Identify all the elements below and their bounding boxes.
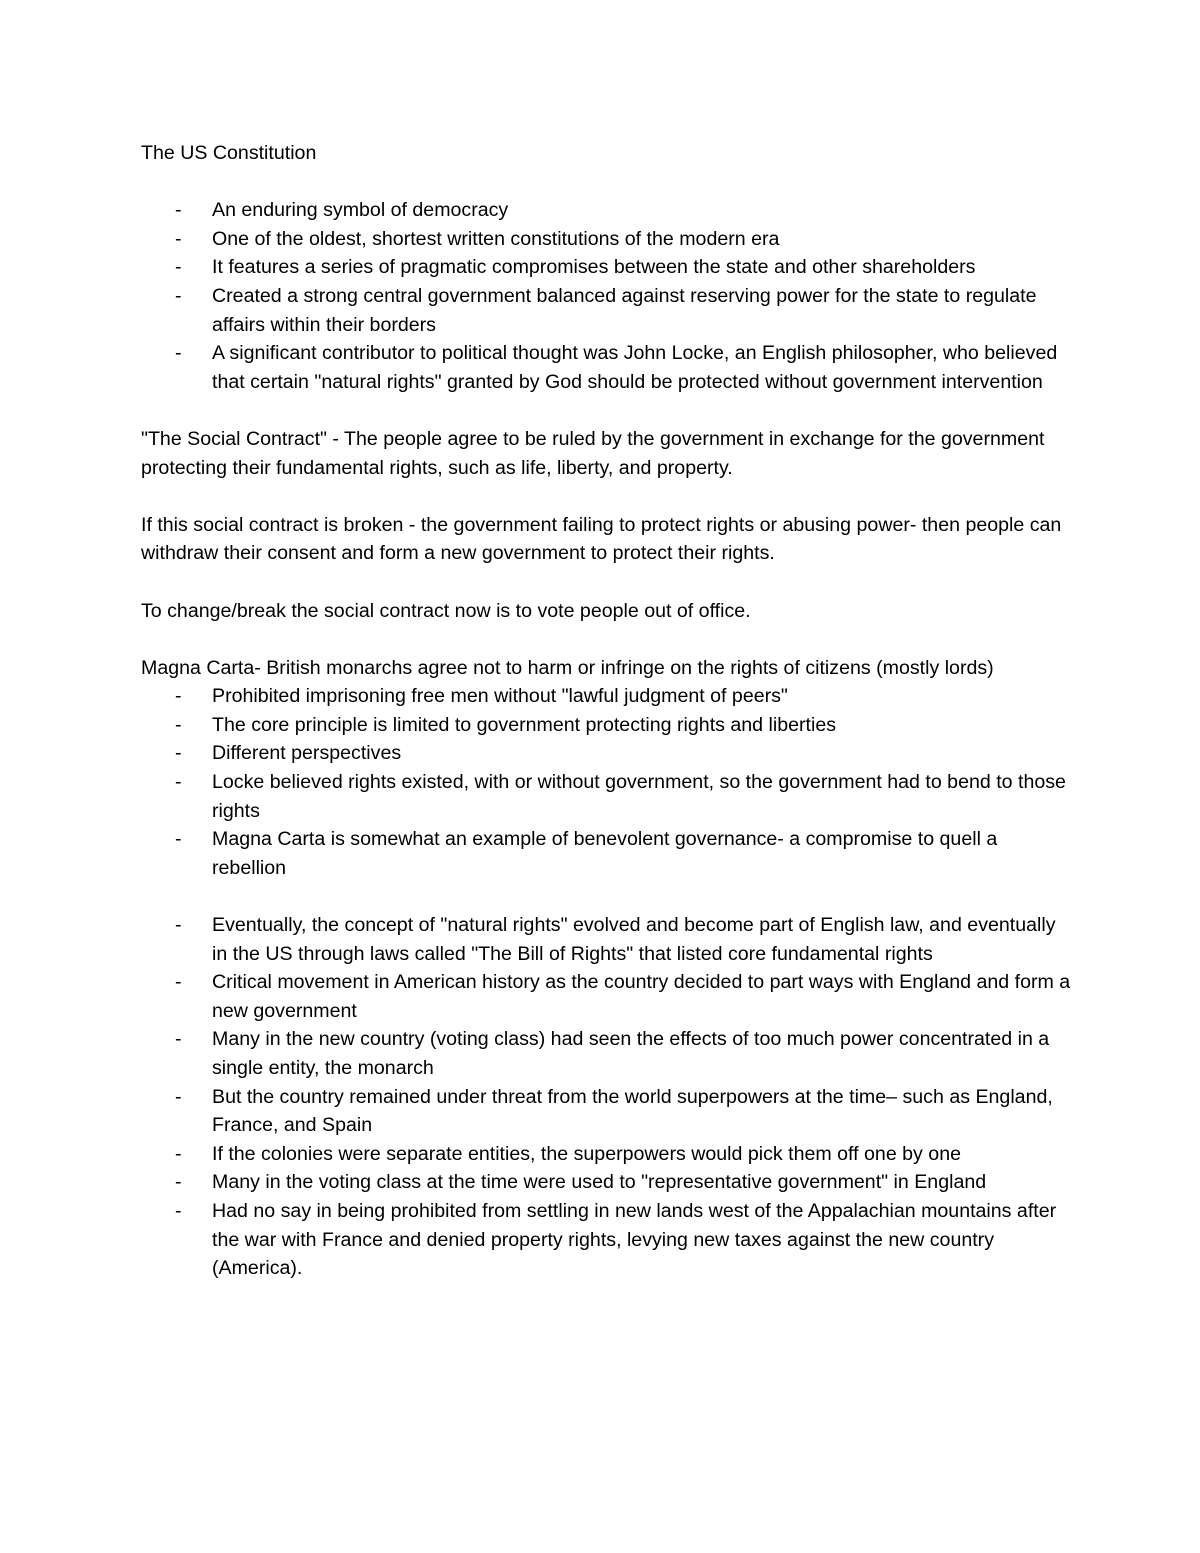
list-item <box>141 1197 1071 1283</box>
list-item-text: It features a series of pragmatic compromises between the state and other shareholders <box>212 256 976 279</box>
list-item-text: Had no say in being prohibited from settling in new lands west of the Appalachian mountains after the war with France and denied property rights, levying new taxes against the new country (America). <box>212 1199 1057 1280</box>
dash-bullet: - <box>175 1028 182 1051</box>
dash-bullet: - <box>175 742 182 765</box>
list-item <box>141 825 1071 882</box>
list-item-text: Created a strong central government balanced against reserving power for the state to regulate affairs within their borders <box>212 284 1037 336</box>
list-item-text: One of the oldest, shortest written constitutions of the modern era <box>212 227 780 250</box>
list-item <box>141 196 1071 225</box>
list-item-text: Many in the voting class at the time were used to "representative government" in England <box>212 1171 987 1194</box>
spacer <box>141 168 1071 197</box>
list-item <box>141 282 1071 339</box>
dash-bullet: - <box>175 284 182 307</box>
list-item <box>141 1025 1071 1082</box>
magna-carta-paragraph: Magna Carta- British monarchs agree not to harm or infringe on the rights of citizens (mostly lords) <box>141 656 994 679</box>
list-item-text: Different perspectives <box>212 742 402 765</box>
list-item <box>141 1140 1071 1169</box>
list-item-text: Critical movement in American history as the country decided to part ways with England and form a new government <box>212 971 1071 1022</box>
dash-bullet: - <box>175 771 182 794</box>
list-item-text: If the colonies were separate entities, the superpowers would pick them off one by one <box>212 1142 961 1165</box>
dash-bullet: - <box>175 227 182 250</box>
list-item-text: Magna Carta is somewhat an example of benevolent governance- a compromise to quell a rebellion <box>212 828 998 879</box>
change-contract-paragraph: To change/break the social contract now is to vote people out of office. <box>141 599 751 622</box>
list-item <box>141 768 1071 825</box>
list-item <box>141 1168 1071 1197</box>
list-item <box>141 682 1071 711</box>
list-item-text: An enduring symbol of democracy <box>212 199 509 222</box>
magna-carta-list <box>141 682 1071 882</box>
list-item <box>141 253 1071 282</box>
list-item <box>141 739 1071 768</box>
doc-title: The US Constitution <box>141 142 317 164</box>
spacer <box>141 568 1071 597</box>
spacer <box>141 396 1071 425</box>
list-item <box>141 1083 1071 1140</box>
dash-bullet: - <box>175 914 182 937</box>
list-item-text: Eventually, the concept of "natural rights" evolved and become part of English law, and eventually in the US through laws called "The Bill of Rights" that listed core fundamental rights <box>212 914 1056 965</box>
list-item-text: The core principle is limited to government protecting rights and liberties <box>212 713 837 736</box>
list-item-text: Prohibited imprisoning free men without "lawful judgment of peers" <box>212 685 788 708</box>
dash-bullet: - <box>175 256 182 279</box>
dash-bullet: - <box>175 342 182 365</box>
list-item <box>141 911 1071 968</box>
dash-bullet: - <box>175 1085 182 1108</box>
constitution-list <box>141 196 1071 396</box>
dash-bullet: - <box>175 713 182 736</box>
natural-rights-list <box>141 911 1071 1283</box>
list-item <box>141 339 1071 396</box>
spacer <box>141 482 1071 511</box>
list-item-text: Locke believed rights existed, with or without government, so the government had to bend to those rights <box>212 771 1066 822</box>
list-item-text: A significant contributor to political thought was John Locke, an English philosopher, who believed that certain "natural rights" granted by God should be protected without government intervention <box>212 342 1058 393</box>
dash-bullet: - <box>175 1199 182 1222</box>
document-page <box>141 139 1071 1283</box>
social-contract-paragraph: "The Social Contract" - The people agree to be ruled by the government in exchange for the government protecting their fundamental rights, such as life, liberty, and property. <box>141 427 1045 479</box>
spacer <box>141 625 1071 654</box>
list-item-text: But the country remained under threat from the world superpowers at the time– such as England, France, and Spain <box>212 1085 1053 1137</box>
dash-bullet: - <box>175 685 182 708</box>
list-item <box>141 711 1071 740</box>
list-item-text: Many in the new country (voting class) had seen the effects of too much power concentrated in a single entity, the monarch <box>212 1028 1050 1079</box>
list-item <box>141 225 1071 254</box>
list-item <box>141 968 1071 1025</box>
dash-bullet: - <box>175 971 182 994</box>
spacer <box>141 882 1071 911</box>
dash-bullet: - <box>175 1142 182 1165</box>
dash-bullet: - <box>175 199 182 222</box>
dash-bullet: - <box>175 828 182 851</box>
dash-bullet: - <box>175 1171 182 1194</box>
contract-broken-paragraph: If this social contract is broken - the government failing to protect rights or abusing power- then people can withdraw their consent and form a new government to protect their rights. <box>141 513 1062 565</box>
